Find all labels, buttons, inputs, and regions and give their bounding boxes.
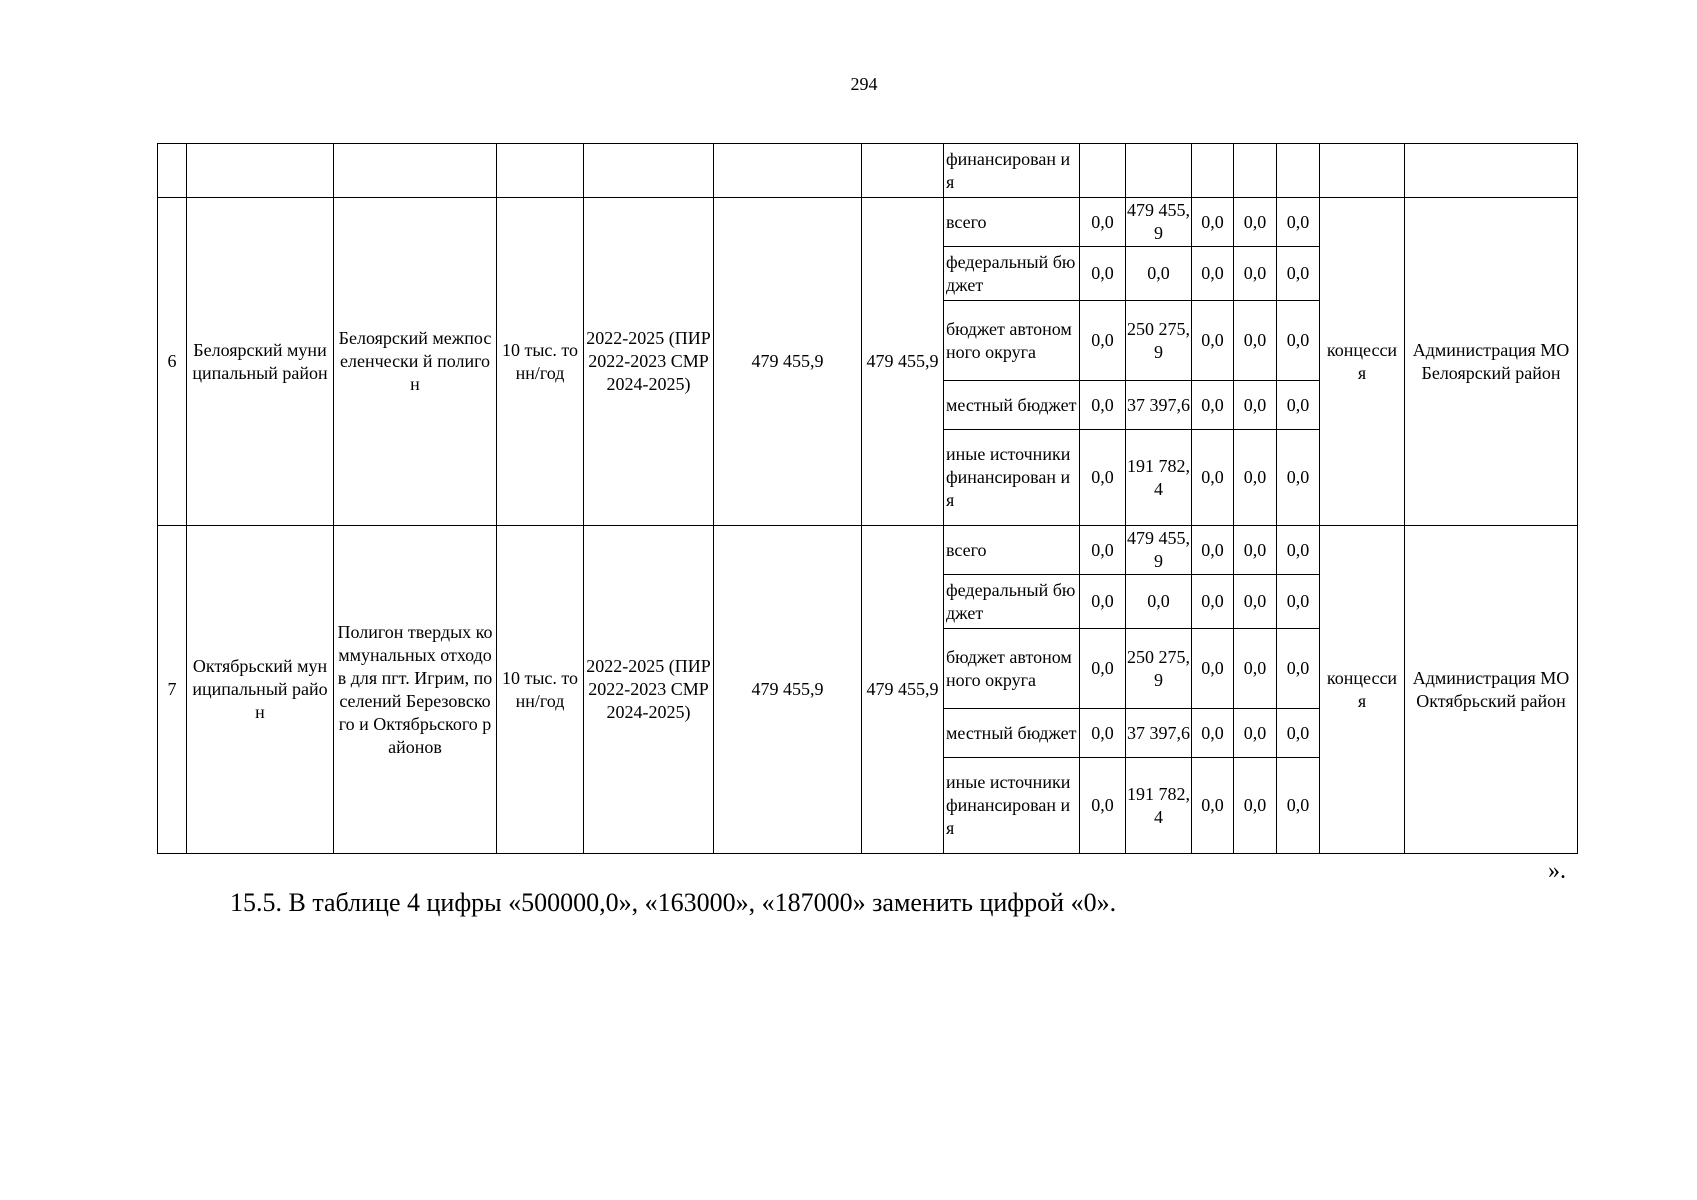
table-row — [158, 526, 1578, 575]
funding-value-cell: 0,0 — [1080, 709, 1126, 758]
funding-value-cell: 250 275,9 — [1126, 629, 1192, 709]
period-cell: 2022-2025 (ПИР 2022-2023 СМР 2024-2025) — [584, 526, 714, 854]
funding-value-cell: 37 397,6 — [1126, 381, 1192, 430]
funding-value-cell: 0,0 — [1234, 301, 1277, 381]
cost-cell: 479 455,9 — [714, 198, 862, 526]
table-row-continued — [158, 144, 1578, 198]
cell-empty — [1080, 144, 1126, 198]
funding-value-cell: 0,0 — [1080, 629, 1126, 709]
funding-value-cell: 0,0 — [1192, 758, 1234, 854]
funding-value-cell: 0,0 — [1192, 301, 1234, 381]
funding-value-cell: 0,0 — [1277, 526, 1320, 575]
district-cell: Октябрьский муниципальный район — [187, 526, 334, 854]
funding-value-cell: 0,0 — [1234, 758, 1277, 854]
row-number-cell: 6 — [158, 198, 187, 526]
funding-value-cell: 0,0 — [1277, 430, 1320, 526]
funding-value-cell: 0,0 — [1277, 758, 1320, 854]
period-cell: 2022-2025 (ПИР 2022-2023 СМР 2024-2025) — [584, 198, 714, 526]
cell-empty — [714, 144, 862, 198]
funding-value-cell: 191 782,4 — [1126, 758, 1192, 854]
remaining-cost-cell: 479 455,9 — [862, 526, 944, 854]
cell-empty — [1192, 144, 1234, 198]
funding-value-cell: 0,0 — [1277, 575, 1320, 629]
cell-empty — [1126, 144, 1192, 198]
funding-value-cell: 0,0 — [1277, 629, 1320, 709]
funding-value-cell: 0,0 — [1234, 430, 1277, 526]
funding-value-cell: 0,0 — [1080, 198, 1126, 247]
funding-value-cell: 0,0 — [1192, 247, 1234, 301]
cell-empty — [497, 144, 584, 198]
funding-source-cell: федеральный бюджет — [944, 247, 1080, 301]
cost-cell: 479 455,9 — [714, 526, 862, 854]
funding-value-cell: 0,0 — [1192, 629, 1234, 709]
cell-empty — [187, 144, 334, 198]
remaining-cost-cell: 479 455,9 — [862, 198, 944, 526]
funding-value-cell: 0,0 — [1234, 629, 1277, 709]
funding-value-cell: 0,0 — [1080, 381, 1126, 430]
funding-value-cell: 191 782,4 — [1126, 430, 1192, 526]
funding-value-cell: 0,0 — [1126, 247, 1192, 301]
funding-value-cell: 0,0 — [1192, 526, 1234, 575]
row-number-cell: 7 — [158, 526, 187, 854]
funding-value-cell: 0,0 — [1192, 381, 1234, 430]
funding-value-cell: 479 455,9 — [1126, 198, 1192, 247]
mechanism-cell: концесси я — [1320, 198, 1405, 526]
funding-value-cell: 0,0 — [1277, 381, 1320, 430]
funding-source-cell: иные источники финансирован ия — [944, 430, 1080, 526]
cell-empty — [1405, 144, 1578, 198]
funding-value-cell: 250 275,9 — [1126, 301, 1192, 381]
funding-value-cell: 0,0 — [1192, 709, 1234, 758]
cell-empty — [584, 144, 714, 198]
funding-source-cell: всего — [944, 198, 1080, 247]
table-row — [158, 198, 1578, 247]
funding-value-cell: 0,0 — [1234, 198, 1277, 247]
funding-value-cell: 0,0 — [1234, 247, 1277, 301]
funding-source-cell: всего — [944, 526, 1080, 575]
funding-value-cell: 0,0 — [1080, 301, 1126, 381]
funding-value-cell: 0,0 — [1234, 526, 1277, 575]
cell-empty — [1320, 144, 1405, 198]
funding-value-cell: 0,0 — [1234, 381, 1277, 430]
cell-empty — [1234, 144, 1277, 198]
funding-value-cell: 0,0 — [1277, 247, 1320, 301]
closing-quote: ». — [1548, 858, 1566, 884]
funding-value-cell: 0,0 — [1234, 709, 1277, 758]
funding-value-cell: 0,0 — [1192, 575, 1234, 629]
mechanism-cell: концесси я — [1320, 526, 1405, 854]
funding-value-cell: 0,0 — [1192, 430, 1234, 526]
cell-empty — [334, 144, 497, 198]
funding-value-cell: 0,0 — [1080, 430, 1126, 526]
funding-value-cell: 479 455,9 — [1126, 526, 1192, 575]
object-cell: Белоярский межпоселенчески й полигон — [334, 198, 497, 526]
funding-value-cell: 0,0 — [1234, 575, 1277, 629]
funding-value-cell: 0,0 — [1080, 575, 1126, 629]
cell-empty — [862, 144, 944, 198]
funding-value-cell: 37 397,6 — [1126, 709, 1192, 758]
funding-value-cell: 0,0 — [1277, 709, 1320, 758]
funding-value-cell: 0,0 — [1080, 758, 1126, 854]
cell-empty — [158, 144, 187, 198]
page-number: 294 — [850, 74, 878, 94]
funding-source-cell: иные источники финансирован ия — [944, 758, 1080, 854]
amendment-paragraph: 15.5. В таблице 4 цифры «500000,0», «163000», «187000» заменить цифрой «0». — [230, 888, 1117, 917]
funding-source-cell: финансирован ия — [944, 144, 1080, 198]
responsible-cell: Администрация МО Октябрьский район — [1405, 526, 1578, 854]
responsible-cell: Администрация МО Белоярский район — [1405, 198, 1578, 526]
capacity-cell: 10 тыс. тонн/год — [497, 198, 584, 526]
cell-empty — [1277, 144, 1320, 198]
funding-value-cell: 0,0 — [1126, 575, 1192, 629]
funding-source-cell: бюджет автономного округа — [944, 301, 1080, 381]
funding-value-cell: 0,0 — [1277, 198, 1320, 247]
funding-value-cell: 0,0 — [1192, 198, 1234, 247]
financing-table — [157, 143, 1578, 854]
object-cell: Полигон твердых коммунальных отходов для пгт. Игрим, поселений Березовского и Октябрьского районов — [334, 526, 497, 854]
funding-source-cell: федеральный бюджет — [944, 575, 1080, 629]
funding-value-cell: 0,0 — [1277, 301, 1320, 381]
funding-value-cell: 0,0 — [1080, 247, 1126, 301]
district-cell: Белоярский муниципальный район — [187, 198, 334, 526]
funding-value-cell: 0,0 — [1080, 526, 1126, 575]
capacity-cell: 10 тыс. тонн/год — [497, 526, 584, 854]
funding-source-cell: местный бюджет — [944, 381, 1080, 430]
funding-source-cell: бюджет автономного округа — [944, 629, 1080, 709]
funding-source-cell: местный бюджет — [944, 709, 1080, 758]
